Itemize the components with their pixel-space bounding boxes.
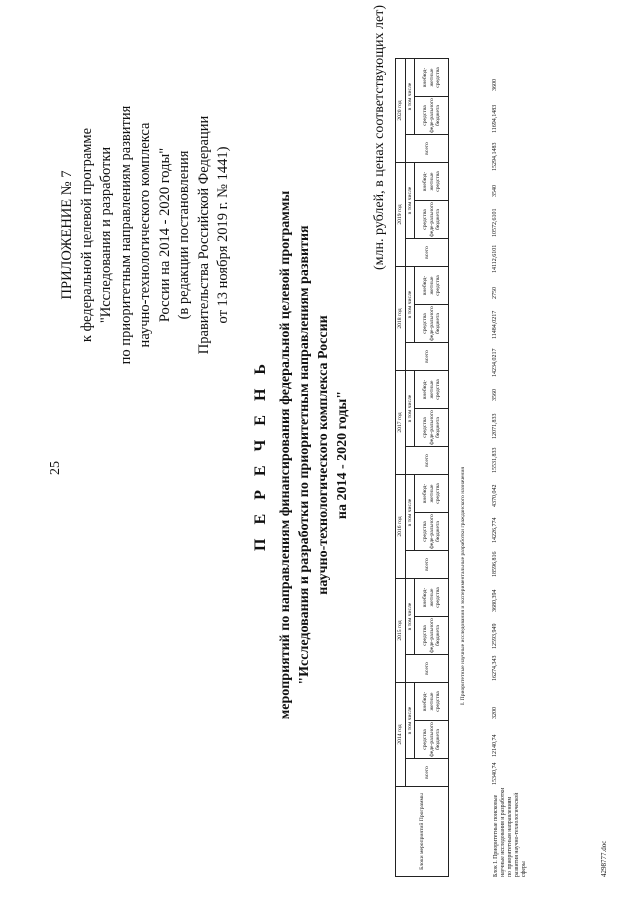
- appendix-line: к федеральной целевой программе: [78, 127, 95, 343]
- header-blocks: Блоки мероприятий Программы: [396, 787, 449, 877]
- value-cell: 18596,816: [492, 551, 498, 577]
- header-federal: средства феде-рального бюджета: [415, 305, 449, 343]
- header-total: всего: [406, 551, 449, 579]
- appendix-line: России на 2014 - 2020 годы": [156, 147, 173, 323]
- title-line: научно-технологического комплекса России: [316, 315, 331, 595]
- row-block-name: Блок I. Приоритетные поисковые научные исследования и разработки по приоритетным направлениям развития научно-технологической сферы: [493, 787, 527, 877]
- title-line: "Исследования и разработки по приоритетным направлениям развития: [297, 225, 312, 685]
- header-extra: внебюд-жетные средства: [415, 683, 449, 721]
- header-year: 2015 год: [396, 579, 406, 683]
- header-federal: средства феде-рального бюджета: [415, 721, 449, 759]
- units-note: (млн. рублей, в ценах соответствующих лет): [372, 5, 387, 270]
- value-cell: 3200: [492, 707, 498, 719]
- appendix-line: "Исследования и разработки: [98, 146, 114, 324]
- header-total: всего: [406, 135, 449, 163]
- value-cell: 10572,6101: [492, 208, 498, 237]
- value-cell: 3680,394: [492, 589, 498, 612]
- header-extra: внебюд-жетные средства: [415, 579, 449, 617]
- value-cell: 3540: [492, 185, 498, 197]
- value-cell: 15294,1483: [492, 142, 498, 171]
- value-cell: 12140,74: [492, 734, 498, 757]
- header-extra: внебюд-жетные средства: [415, 163, 449, 201]
- financing-table: [395, 58, 449, 877]
- header-total: всего: [406, 759, 449, 787]
- value-cell: 12071,833: [492, 413, 498, 439]
- value-cell: 12593,949: [492, 623, 498, 649]
- title-line: мероприятий по направлениям финансирования федеральной целевой программы: [278, 190, 293, 720]
- value-cell: 15340,74: [492, 762, 498, 785]
- header-incl: в том числе: [406, 475, 415, 551]
- header-federal: средства феде-рального бюджета: [415, 617, 449, 655]
- value-cell: 14226,774: [492, 517, 498, 543]
- header-incl: в том числе: [406, 267, 415, 343]
- value-cell: 16274,343: [492, 655, 498, 681]
- value-cell: 11694,1483: [492, 104, 498, 133]
- value-cell: 3560: [492, 389, 498, 401]
- header-total: всего: [406, 655, 449, 683]
- header-extra: внебюд-жетные средства: [415, 59, 449, 97]
- document-title: [252, 105, 352, 805]
- header-extra: внебюд-жетные средства: [415, 267, 449, 305]
- header-federal: средства феде-рального бюджета: [415, 513, 449, 551]
- header-year: 2016 год: [396, 475, 406, 579]
- header-federal: средства феде-рального бюджета: [415, 409, 449, 447]
- header-extra: внебюд-жетные средства: [415, 475, 449, 513]
- header-total: всего: [406, 239, 449, 267]
- value-cell: 15531,833: [492, 447, 498, 473]
- appendix-line: по приоритетным направлениям развития: [117, 105, 134, 365]
- appendix-line: от 13 ноября 2019 г. № 1441): [215, 146, 231, 324]
- header-incl: в том числе: [406, 579, 415, 655]
- value-cell: 4370,042: [492, 484, 498, 507]
- value-cell: 3600: [492, 79, 498, 91]
- header-incl: в том числе: [406, 59, 415, 135]
- value-cell: 14234,0217: [492, 348, 498, 377]
- appendix-line: ПРИЛОЖЕНИЕ № 7: [59, 170, 75, 300]
- appendix-line: (в редакции постановления: [176, 150, 192, 320]
- title-heading: П Е Р Е Ч Е Н Ь: [252, 359, 269, 551]
- header-federal: средства феде-рального бюджета: [415, 201, 449, 239]
- header-year: 2018 год: [396, 267, 406, 371]
- section-note: I. Приоритетные научные исследования и экспериментальные разработки гражданского назначения: [460, 467, 466, 705]
- header-incl: в том числе: [406, 683, 415, 759]
- header-total: всего: [406, 447, 449, 475]
- header-year: 2014 год: [396, 683, 406, 787]
- header-incl: в том числе: [406, 371, 415, 447]
- header-year: 2020 год: [396, 59, 406, 163]
- appendix-line: научно-технологического комплекса: [137, 122, 153, 348]
- appendix-block: [58, 35, 234, 435]
- header-year: 2019 год: [396, 163, 406, 267]
- header-incl: в том числе: [406, 163, 415, 239]
- title-line: на 2014 - 2020 годы": [335, 390, 350, 520]
- value-cell: 11484,0217: [492, 310, 498, 339]
- page-number: 25: [48, 461, 63, 475]
- header-federal: средства феде-рального бюджета: [415, 97, 449, 135]
- value-cell: 2750: [492, 287, 498, 299]
- doc-filename: 4298777.doc: [600, 840, 608, 877]
- header-year: 2017 год: [396, 371, 406, 475]
- value-cell: 14112,6101: [492, 244, 498, 273]
- header-total: всего: [406, 343, 449, 371]
- header-extra: внебюд-жетные средства: [415, 371, 449, 409]
- appendix-line: Правительства Российской Федерации: [195, 115, 212, 355]
